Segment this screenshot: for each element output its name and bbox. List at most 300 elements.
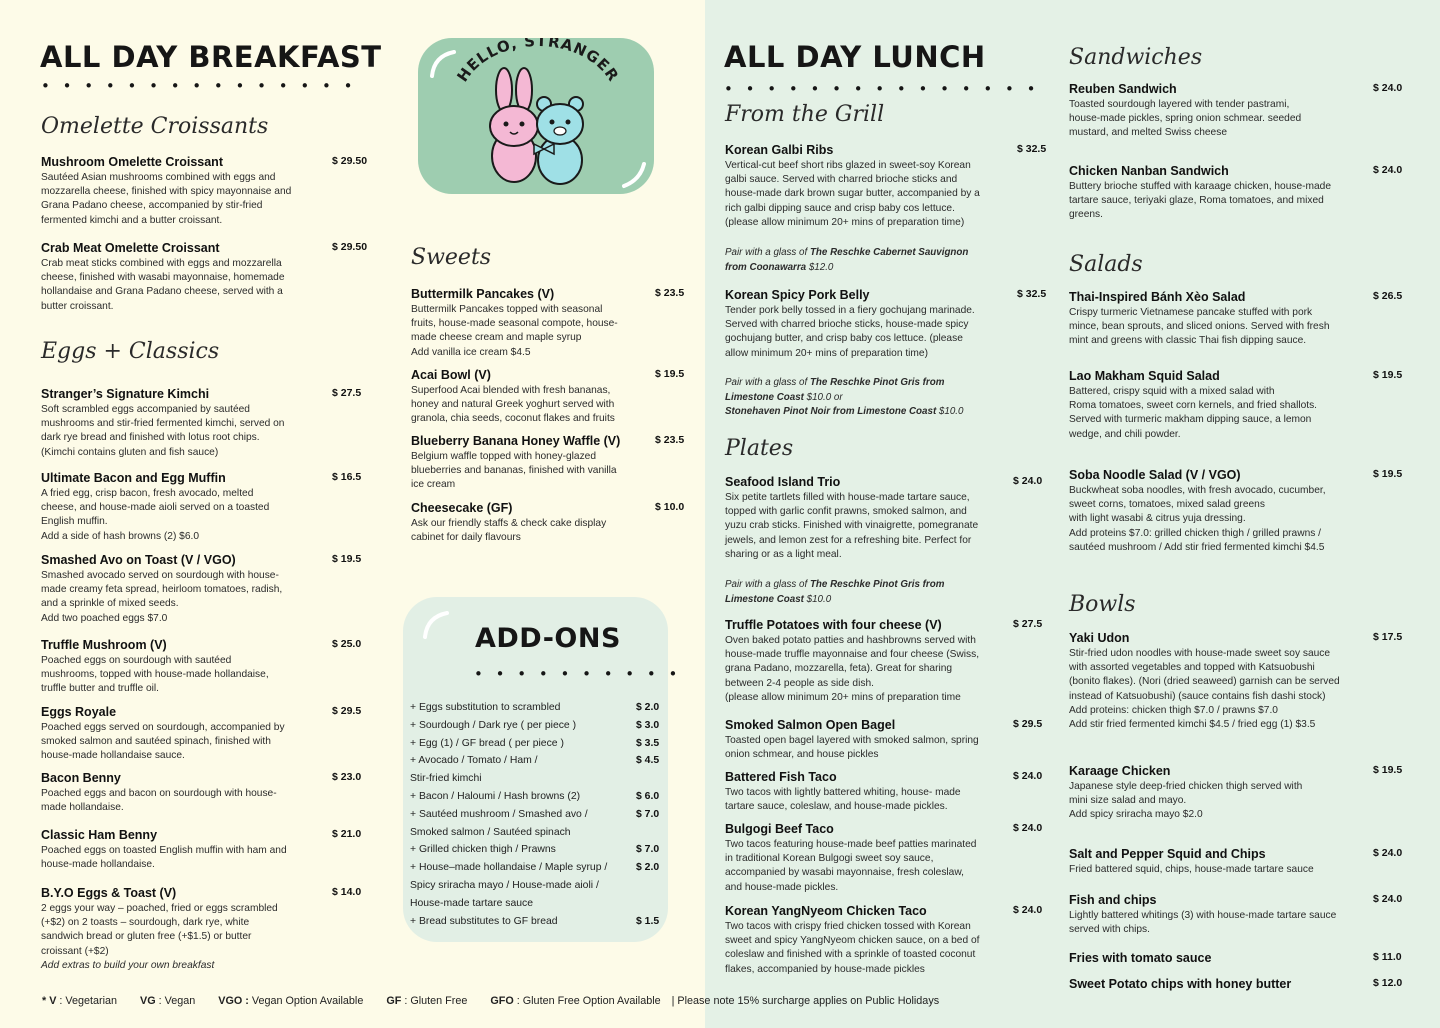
description-line: Add proteins $7.0: grilled chicken thigh / grilled prawns / xyxy=(1069,527,1321,539)
menu-item xyxy=(1069,631,1340,732)
description-line: with assorted vegetables and topped with Katsuobushi xyxy=(1069,662,1315,674)
menu-item-description xyxy=(1069,484,1326,555)
menu-item xyxy=(725,618,979,705)
addon-label: + Bacon / Haloumi / Hash browns (2) xyxy=(410,791,581,802)
bowls-heading: Bowls xyxy=(1069,592,1136,617)
menu-item xyxy=(41,638,269,697)
lunch-title-dots: • • • • • • • • • • • • • • • xyxy=(724,80,1040,98)
addon-price: $ 6.0 xyxy=(636,791,660,802)
addons-title-dots: • • • • • • • • • • xyxy=(474,665,682,683)
menu-item-description xyxy=(41,403,284,460)
addon-label: Spicy sriracha mayo / House-made aioli / xyxy=(410,880,599,891)
description-line: hollandaise and Grana Padano cheese, served with a xyxy=(41,286,283,298)
description-line: Japanese style deep-fried chicken thigh served with xyxy=(1069,781,1303,792)
description-line: dark rye bread and finished with lotus root chips. xyxy=(41,432,260,444)
description-line: sandwich bread or gluten free (+$1.5) or butter xyxy=(41,931,252,943)
wine-pairing-note xyxy=(725,578,944,607)
menu-item-description xyxy=(411,384,615,427)
menu-item xyxy=(725,475,978,562)
description-line: Toasted open bagel layered with smoked salmon, spring xyxy=(725,735,979,746)
menu-item xyxy=(725,143,980,230)
menu-item-name: Korean Galbi Ribs xyxy=(725,143,834,157)
menu-item-price: $ 17.5 xyxy=(1373,631,1403,643)
grill-heading: From the Grill xyxy=(725,102,885,127)
menu-item-description xyxy=(725,786,961,814)
description-line: Poached eggs and bacon on sourdough with house- xyxy=(41,788,277,799)
menu-item-name: Buttermilk Pancakes (V) xyxy=(411,287,555,301)
description-line: Two tacos featuring house-made beef patties marinated xyxy=(725,839,977,850)
description-line: house-made pickles, spring onion schmear. seeded xyxy=(1069,113,1302,125)
menu-item-price: $ 24.0 xyxy=(1013,475,1043,487)
description-line: sharing or as a light meal. xyxy=(725,548,842,560)
legend-vg-value: : Vegan xyxy=(155,995,196,1007)
description-line: smoked salmon and sautéed spinach, finished with xyxy=(41,736,271,748)
description-line: Soft scrambled eggs accompanied by sautéed xyxy=(41,404,250,415)
bear-icon xyxy=(534,97,583,184)
description-line: mushrooms, topped with house-made hollandaise, xyxy=(41,669,269,681)
description-line: (bonito flakes). (Nori (dried seaweed) garnish can be served xyxy=(1069,676,1340,688)
menu-item-description xyxy=(1069,863,1314,877)
description-line: fruits, house-made seasonal compote, house- xyxy=(411,318,618,330)
menu-item xyxy=(1069,468,1326,555)
breakfast-title: ALL DAY BREAKFAST xyxy=(40,40,382,74)
menu-item-price: $ 29.50 xyxy=(332,241,368,253)
description-line: Add proteins: chicken thigh $7.0 / prawns $7.0 xyxy=(1069,704,1278,716)
description-line: Add two poached eggs $7.0 xyxy=(41,612,168,624)
description-line: made hollandaise. xyxy=(41,802,124,814)
menu-item-price: $ 24.0 xyxy=(1373,82,1403,94)
description-line: yuzu crab sticks. Finished with vinaigrette, pomegranate xyxy=(725,520,979,532)
menu-item xyxy=(725,718,979,762)
description-line: Two tacos with crispy fried chicken tossed with Korean xyxy=(725,921,971,932)
menu-item xyxy=(1069,764,1302,823)
menu-item-price: $ 24.0 xyxy=(1373,893,1403,905)
menu-item-price: $ 19.5 xyxy=(655,368,685,380)
addon-label: + Grilled chicken thigh / Prawns xyxy=(410,844,556,856)
menu-item-name: Cheesecake (GF) xyxy=(411,501,513,515)
description-line: sweet and spicy YangNyeom chicken sauce, on a bed of xyxy=(725,935,980,947)
addon-label: + Sourdough / Dark rye ( per piece ) xyxy=(410,719,577,731)
description-line: Add a side of hash browns (2) $6.0 xyxy=(41,530,200,542)
menu-item-description xyxy=(1069,909,1336,937)
menu-item xyxy=(41,771,277,815)
menu-item-price: $ 11.0 xyxy=(1373,951,1402,963)
description-line: in traditional Korean Bulgogi sweet soy sauce, xyxy=(725,853,934,865)
description-line: sweet corns, tomatoes, mixed salad greens xyxy=(1069,499,1265,511)
description-line: between 2-4 people as side dish. xyxy=(725,677,874,689)
menu-item-description xyxy=(1069,385,1317,442)
lunch-title: ALL DAY LUNCH xyxy=(724,40,986,74)
description-line: Crispy turmeric Vietnamese pancake stuffed with pork xyxy=(1069,307,1313,318)
menu-item-price: $ 32.5 xyxy=(1017,288,1047,300)
description-line: Poached eggs on sourdough with sautéed xyxy=(41,655,232,666)
menu-item-price: $ 21.0 xyxy=(332,828,362,840)
menu-item-price: $ 23.5 xyxy=(655,434,685,446)
menu-item xyxy=(41,886,278,973)
description-line: Superfood Acai blended with fresh bananas, xyxy=(411,385,611,396)
description-line: croissant (+$2) xyxy=(41,945,109,957)
description-line: 2 eggs your way – poached, fried or eggs scrambled xyxy=(41,903,278,914)
menu-item-description xyxy=(725,838,976,895)
menu-item-name: Salt and Pepper Squid and Chips xyxy=(1069,847,1266,861)
description-line: cabinet for daily flavours xyxy=(411,532,521,544)
description-line: tartare sauce, teriyaki glaze, Roma tomatoes, and mixed xyxy=(1069,195,1324,207)
menu-item-name: Thai-Inspired Bánh Xèo Salad xyxy=(1069,290,1246,304)
description-line: coleslaw and finished with a sprinkle of toasted coconut xyxy=(725,949,976,961)
menu-item-description xyxy=(1069,647,1340,732)
menu-item-name: Truffle Mushroom (V) xyxy=(41,638,167,652)
menu-item-description xyxy=(1069,780,1302,823)
addon-price: $ 4.5 xyxy=(636,755,660,767)
description-line: cheese, finished with wasabi mayonnaise, homemade xyxy=(41,272,285,284)
menu-item xyxy=(41,241,285,314)
menu-item xyxy=(1069,290,1330,349)
menu-item-description xyxy=(41,902,278,973)
menu-item-description xyxy=(725,304,975,361)
pairing-wine-origin: Limestone Coast xyxy=(725,391,804,403)
description-line: Battered, crispy squid with a mixed salad with xyxy=(1069,386,1275,397)
addon-label: + Bread substitutes to GF bread xyxy=(410,915,558,927)
menu-item-price: $ 29.50 xyxy=(332,155,368,167)
menu-item-price: $ 24.0 xyxy=(1013,822,1043,834)
menu-item-name: Chicken Nanban Sandwich xyxy=(1069,164,1229,178)
menu-item-price: $ 16.5 xyxy=(332,471,362,483)
pairing-price: $10.0 xyxy=(803,593,832,605)
addons-title: ADD-ONS xyxy=(475,623,621,654)
description-line: Add vanilla ice cream $4.5 xyxy=(411,346,531,358)
legend-gf-value: : Gluten Free xyxy=(401,995,468,1007)
description-line: with light wasabi & citrus yuja dressing. xyxy=(1069,513,1246,525)
menu-item-description xyxy=(41,171,291,228)
description-line: (Kimchi contains gluten and fish sauce) xyxy=(41,446,219,458)
menu-item-price: $ 19.5 xyxy=(332,553,362,565)
description-line: Served with charred brioche sticks, house-made spicy xyxy=(725,319,969,331)
menu-item xyxy=(41,155,291,228)
menu-item-name: Bacon Benny xyxy=(41,771,121,785)
description-line: Buttery brioche stuffed with karaage chicken, house-made xyxy=(1069,181,1332,192)
hello-stranger-logo xyxy=(418,38,654,194)
menu-item-description xyxy=(1069,306,1330,349)
description-line: Oven baked potato patties and hashbrowns served with xyxy=(725,635,976,646)
menu-item-price: $ 14.0 xyxy=(332,886,362,898)
addon-label: + House–made hollandaise / Maple syrup / xyxy=(410,862,608,874)
addon-label: + Eggs substitution to scrambled xyxy=(410,702,561,713)
description-line: butter croissant. xyxy=(41,300,114,312)
addon-price: $ 7.0 xyxy=(636,844,660,856)
menu-item-price: $ 19.5 xyxy=(1373,468,1403,480)
menu-item xyxy=(1069,893,1336,937)
description-line: Fried battered squid, chips, house-made tartare sauce xyxy=(1069,864,1314,875)
description-line: mushrooms and stir-fried fermented kimchi, served on xyxy=(41,418,285,430)
menu-item-description xyxy=(41,487,269,544)
legend-gfo-value: : Gluten Free Option Available xyxy=(513,995,661,1007)
menu-item-name: Korean YangNyeom Chicken Taco xyxy=(725,904,927,918)
menu-item xyxy=(1069,369,1317,442)
menu-item-price: $ 23.5 xyxy=(655,287,685,299)
description-line: grana Padano, mozzarella, feta). Great for sharing xyxy=(725,663,953,675)
bunny-icon xyxy=(490,68,538,182)
menu-item-name: Classic Ham Benny xyxy=(41,828,158,842)
menu-item-name: Truffle Potatoes with four cheese (V) xyxy=(725,618,942,632)
description-line: galbi sauce. Served with charred brioche sticks and xyxy=(725,174,958,186)
pairing-wine: The Reschke Pinot Gris from xyxy=(809,377,945,388)
description-line: mince, bean sprouts, and sliced onions. Served with fresh xyxy=(1069,321,1330,333)
menu-item-price: $ 24.0 xyxy=(1373,847,1403,859)
pairing-wine: The Reschke Cabernet Sauvignon xyxy=(809,247,969,258)
salads-heading: Salads xyxy=(1069,252,1143,277)
menu-item xyxy=(1069,82,1301,141)
menu-item xyxy=(41,828,287,872)
menu-item-price: $ 27.5 xyxy=(1013,618,1043,630)
dietary-legend xyxy=(42,995,939,1007)
sweets-heading: Sweets xyxy=(411,245,492,270)
description-line: house-made hollandaise sauce. xyxy=(41,750,185,762)
description-line: Crab meat sticks combined with eggs and mozzarella xyxy=(41,258,282,269)
description-line: Six petite tartlets filled with house-made tartare sauce, xyxy=(725,492,970,503)
description-line: Served with turmeric makham dipping sauce, a lemon xyxy=(1069,414,1312,426)
description-line: made cheese cream and maple syrup xyxy=(411,332,582,344)
description-line: honey and natural Greek yoghurt served with xyxy=(411,399,615,411)
menu-item-description xyxy=(411,450,620,493)
menu-item-description xyxy=(41,569,282,626)
menu-item-price: $ 19.5 xyxy=(1373,369,1403,381)
description-line: Tender pork belly tossed in a fiery gochujang marinade. xyxy=(725,305,975,316)
omelette-heading: Omelette Croissants xyxy=(41,114,269,139)
description-line: Sautéed Asian mushrooms combined with eggs and xyxy=(41,172,276,183)
menu-item-price: $ 32.5 xyxy=(1017,143,1047,155)
menu-item-name: Reuben Sandwich xyxy=(1069,82,1177,96)
addon-price: $ 7.0 xyxy=(636,808,660,820)
description-line: mini size salad and mayo. xyxy=(1069,795,1187,807)
legend-vgo-value: Vegan Option Available xyxy=(248,995,364,1007)
menu-item xyxy=(41,705,285,764)
description-line: (please allow minimum 20+ mins of preparation time) xyxy=(725,216,965,228)
description-line: flakes, accompanied by house-made pickles xyxy=(725,963,925,975)
menu-item xyxy=(411,434,620,493)
description-line: wedge, and chili powder. xyxy=(1069,428,1181,440)
menu-item-name: Bulgogi Beef Taco xyxy=(725,822,834,836)
description-line: and a sprinkle of mixed seeds. xyxy=(41,598,179,610)
menu-item-description xyxy=(41,257,285,314)
description-line: rich galbi dipping sauce and crisp baby cos lettuce. xyxy=(725,202,955,214)
menu-item-name: Soba Noodle Salad (V / VGO) xyxy=(1069,468,1241,482)
sandwiches-heading: Sandwiches xyxy=(1069,45,1203,70)
menu-item-name: Acai Bowl (V) xyxy=(411,368,491,382)
description-line: Belgium waffle topped with honey-glazed xyxy=(411,451,597,462)
surcharge-note: | Please note 15% surcharge applies on Public Holidays xyxy=(671,995,940,1007)
description-line: tartare sauce, coleslaw, and house-made pickles. xyxy=(725,801,948,813)
menu-item-description xyxy=(41,721,285,764)
menu-item-name: Korean Spicy Pork Belly xyxy=(725,288,870,302)
description-line: sautéed mushroom / Add stir fried fermented kimchi $4.5 xyxy=(1069,541,1325,553)
menu-item-name: B.Y.O Eggs & Toast (V) xyxy=(41,886,177,900)
pairing-lead: Pair with a glass of xyxy=(725,377,810,388)
addon-price: $ 3.0 xyxy=(636,719,660,731)
menu-item xyxy=(725,770,961,814)
description-line: house-made truffle mayonnaise and four cheese (Swiss, xyxy=(725,649,980,661)
menu-item xyxy=(725,822,976,895)
description-line: granola, chia seeds, coconut flakes and fruits xyxy=(411,413,615,425)
menu-item-name: Fish and chips xyxy=(1069,893,1157,907)
description-line: gochujang butter, and crisp baby cos lettuce. (please xyxy=(725,333,963,345)
menu-item-description xyxy=(725,159,980,230)
pairing-wine-origin: Limestone Coast xyxy=(725,593,804,605)
menu-item xyxy=(1069,847,1314,877)
menu-item-price: $ 12.0 xyxy=(1373,977,1403,989)
description-line: Vertical-cut beef short ribs glazed in sweet-soy Korean xyxy=(725,160,971,171)
addon-price: $ 1.5 xyxy=(636,915,660,927)
menu-item-description xyxy=(411,303,618,360)
addon-label: + Egg (1) / GF bread ( per piece ) xyxy=(410,737,564,749)
legend-gf-key: GF xyxy=(386,995,402,1007)
description-line: Add spicy sriracha mayo $2.0 xyxy=(1069,809,1203,821)
pairing-lead: Pair with a glass of xyxy=(725,247,810,258)
menu-item-price: $ 24.0 xyxy=(1013,904,1043,916)
description-line: fermented kimchi and a butter croissant. xyxy=(41,214,223,226)
description-line: mint and greens with classic Thai fish dipping sauce. xyxy=(1069,335,1307,347)
menu-item-price: $ 27.5 xyxy=(332,387,362,399)
description-line: house-made dark brown sugar butter, accompanied by a xyxy=(725,188,980,200)
plates-heading: Plates xyxy=(725,436,794,461)
description-line: served with chips. xyxy=(1069,924,1150,936)
pairing-price: $10.0 or xyxy=(803,391,843,403)
description-line: jewels, and lemon zest for a refreshing bite. Perfect for xyxy=(725,534,972,546)
description-line: house-made hollandaise. xyxy=(41,859,155,871)
menu-item-description xyxy=(1069,98,1301,141)
menu-item-description xyxy=(41,844,287,872)
logo-text: HELLO, STRANGER xyxy=(453,38,623,86)
menu-item-name: Ultimate Bacon and Egg Muffin xyxy=(41,471,226,485)
description-line: made creamy feta spread, heirloom tomatoes, radish, xyxy=(41,584,283,596)
menu-item xyxy=(41,471,269,544)
menu-item xyxy=(1069,951,1211,966)
description-line: cheese, and house-made aioli served on a toasted xyxy=(41,502,270,514)
menu-item-price: $ 19.5 xyxy=(1373,764,1403,776)
menu-item-price: $ 29.5 xyxy=(332,705,362,717)
legend-v-key: * V xyxy=(42,995,57,1007)
description-line: topped with garlic confit prawns, smoked salmon, and xyxy=(725,506,967,518)
description-line: Poached eggs served on sourdough, accompanied by xyxy=(41,722,285,733)
description-line: Add stir fried fermented kimchi $4.5 / fried egg (1) $3.5 xyxy=(1069,719,1316,731)
menu-item-name: Sweet Potato chips with honey butter xyxy=(1069,977,1292,991)
menu-item-description xyxy=(725,734,979,762)
description-line: truffle butter and truffle oil. xyxy=(41,683,159,695)
menu-item xyxy=(1069,164,1331,223)
menu-item-description xyxy=(725,634,979,705)
menu-item-name: Karaage Chicken xyxy=(1069,764,1171,778)
description-line: mustard, and melted Swiss cheese xyxy=(1069,127,1227,139)
pairing-alt-wine: Stonehaven Pinot Noir from Limestone Coast xyxy=(725,406,937,417)
menu-item-name: Yaki Udon xyxy=(1069,631,1130,645)
description-line: Two tacos with lightly battered whiting, house- made xyxy=(725,787,961,798)
pairing-alt-price: $10.0 xyxy=(936,406,964,417)
menu-item-name: Crab Meat Omelette Croissant xyxy=(41,241,220,255)
description-line: Roma tomatoes, sweet corn kernels, and fried shallots. xyxy=(1069,400,1318,412)
menu-item-name: Battered Fish Taco xyxy=(725,770,837,784)
addon-price: $ 2.0 xyxy=(636,702,660,713)
menu-item-price: $ 29.5 xyxy=(1013,718,1043,730)
addon-price: $ 3.5 xyxy=(636,737,660,749)
menu-item-price: $ 24.0 xyxy=(1373,164,1403,176)
legend-v-value: : Vegetarian xyxy=(56,995,118,1007)
addon-price: $ 2.0 xyxy=(636,862,660,874)
menu-item-price: $ 23.0 xyxy=(332,771,362,783)
description-line: (please allow minimum 20+ mins of preparation time xyxy=(725,691,961,703)
description-line: instead of Katsuobushi) (sauce contains fish dashi stock) xyxy=(1069,690,1326,702)
legend-vg-key: VG xyxy=(140,995,156,1007)
description-line: Ask our friendly staffs & check cake display xyxy=(411,518,607,529)
menu-item-name: Stranger’s Signature Kimchi xyxy=(41,387,210,401)
menu-item xyxy=(41,387,284,460)
menu-item-name: Blueberry Banana Honey Waffle (V) xyxy=(411,434,621,448)
addon-label: + Sautéed mushroom / Smashed avo / xyxy=(410,808,588,820)
legend-gfo-key: GFO xyxy=(490,995,514,1007)
wine-pairing-note xyxy=(725,246,968,275)
description-line: greens. xyxy=(1069,209,1103,221)
description-line: mozzarella cheese, finished with spicy mayonnaise and xyxy=(41,186,292,198)
menu-item-name: Lao Makham Squid Salad xyxy=(1069,369,1220,383)
description-line: onion schmear, and house pickles xyxy=(725,749,879,761)
menu-item-description xyxy=(41,654,269,697)
description-line: allow minimum 20+ mins of preparation time) xyxy=(725,347,928,359)
description-line: Toasted sourdough layered with tender pastrami, xyxy=(1069,99,1290,110)
menu-item-description xyxy=(725,491,978,562)
description-line: Lightly battered whitings (3) with house-made tartare sauce xyxy=(1069,910,1337,921)
addon-label: Stir-fried kimchi xyxy=(410,773,482,785)
description-line: English muffin. xyxy=(41,516,108,528)
description-line: Poached eggs on toasted English muffin with ham and xyxy=(41,845,287,856)
menu-item-name: Seafood Island Trio xyxy=(725,475,841,489)
addon-label: Smoked salmon / Sautéed spinach xyxy=(410,826,571,838)
breakfast-title-dots: • • • • • • • • • • • • • • • xyxy=(41,77,357,95)
logo-card xyxy=(418,38,654,194)
menu-item-description xyxy=(1069,180,1331,223)
description-line: ice cream xyxy=(411,479,456,491)
menu-item-name: Fries with tomato sauce xyxy=(1069,951,1212,965)
pairing-price: $12.0 xyxy=(806,261,834,273)
menu-item-description xyxy=(411,517,606,545)
pairing-wine: The Reschke Pinot Gris from xyxy=(809,579,945,590)
pairing-lead: Pair with a glass of xyxy=(725,579,810,590)
description-line: Buckwheat soba noodles, with fresh avocado, cucumber, xyxy=(1069,485,1326,496)
description-line: Buttermilk Pancakes topped with seasonal xyxy=(411,304,603,315)
menu-item-price: $ 24.0 xyxy=(1013,770,1043,782)
eggs-classics-heading: Eggs + Classics xyxy=(41,339,220,364)
menu-item xyxy=(411,287,618,360)
description-line: Grana Padano cheese, accompanied by stir-fried xyxy=(41,200,263,212)
description-line: (+$2) on 2 toasts – sourdough, dark rye, white xyxy=(41,917,250,929)
description-line: Stir-fried udon noodles with house-made sweet soy sauce xyxy=(1069,648,1331,659)
menu-item-name: Smoked Salmon Open Bagel xyxy=(725,718,896,732)
menu-item-description xyxy=(41,787,277,815)
description-line: Smashed avocado served on sourdough with house- xyxy=(41,570,279,581)
menu-item-name: Mushroom Omelette Croissant xyxy=(41,155,223,169)
pairing-wine-origin: from Coonawarra xyxy=(725,261,807,273)
menu-item-name: Smashed Avo on Toast (V / VGO) xyxy=(41,553,236,567)
description-line: and house-made pickles. xyxy=(725,881,839,893)
menu-item-description xyxy=(725,920,979,977)
menu-item xyxy=(1069,977,1291,992)
menu-item xyxy=(411,368,615,427)
addon-label: House-made tartare sauce xyxy=(410,897,534,909)
description-line: blueberries and bananas, finished with vanilla xyxy=(411,465,617,477)
menu-item xyxy=(41,553,282,626)
description-line: A fried egg, crisp bacon, fresh avocado, melted xyxy=(41,488,254,499)
menu-item xyxy=(411,501,606,545)
addon-label: + Avocado / Tomato / Ham / xyxy=(410,755,538,767)
menu-item-name: Eggs Royale xyxy=(41,705,117,719)
legend-vgo-key: VGO : xyxy=(218,995,249,1007)
